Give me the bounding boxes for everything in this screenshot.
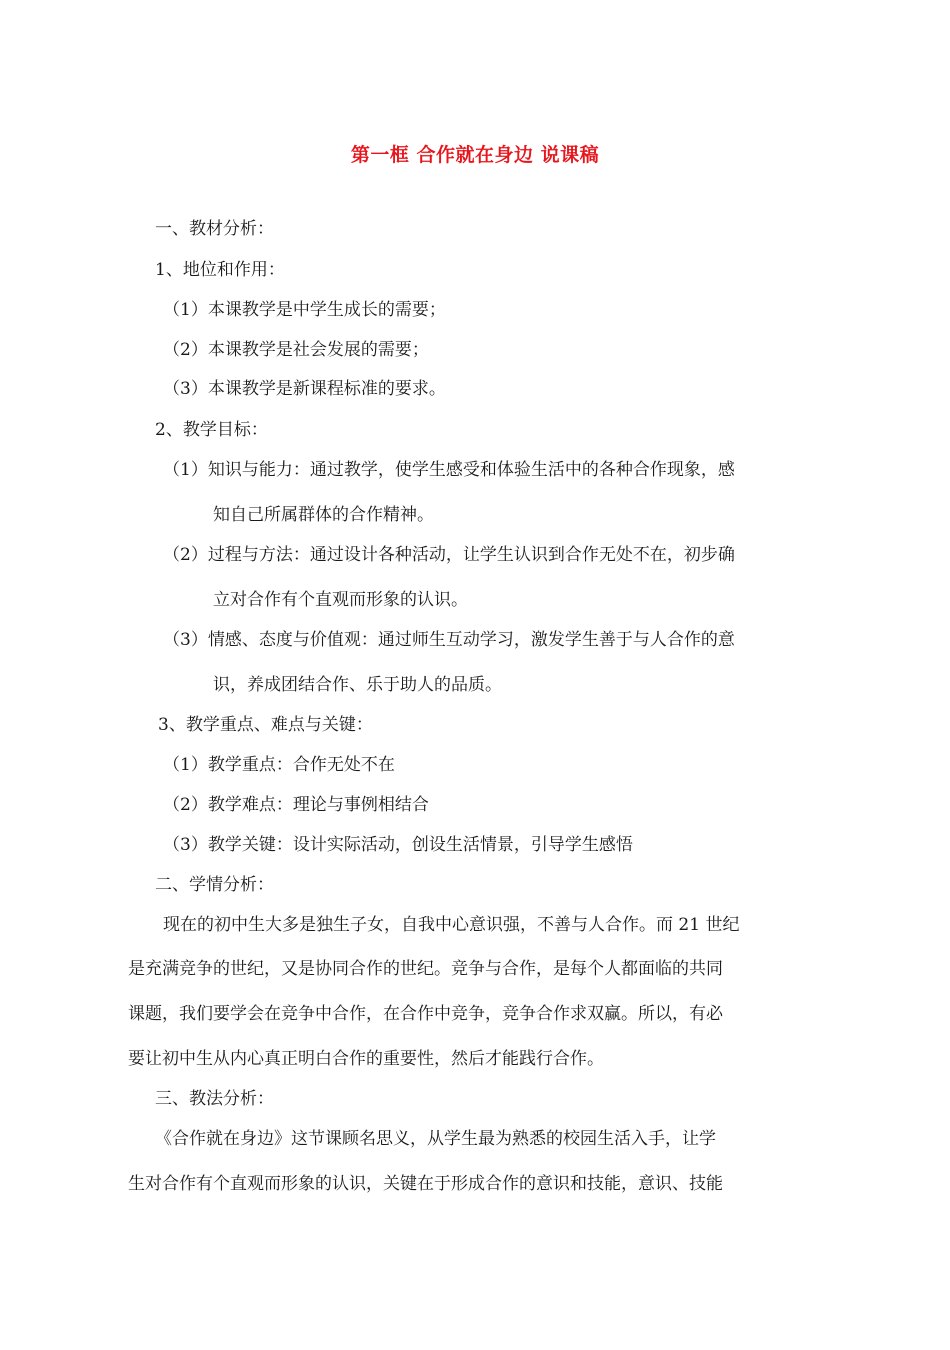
list-item-continuation: 立对合作有个直观而形象的认识。 [213,590,468,610]
section-heading-method-analysis: 三、教法分析： [155,1089,274,1109]
list-item: （1）知识与能力：通过教学，使学生感受和体验生活中的各种合作现象，感 [163,460,735,480]
list-item: （3）情感、态度与价值观：通过师生互动学习，激发学生善于与人合作的意 [163,630,735,650]
document-title: 第一框 合作就在身边 说课稿 [350,144,600,166]
list-item: （2）教学难点：理论与事例相结合 [163,795,429,815]
list-item: （3）本课教学是新课程标准的要求。 [163,379,446,399]
paragraph-line: 课题，我们要学会在竞争中合作，在合作中竞争，竞争合作求双赢。所以，有必 [128,1004,723,1024]
list-item: （1）本课教学是中学生成长的需要； [163,300,446,320]
list-item: （1）教学重点：合作无处不在 [163,755,395,775]
subheading-position-role: 1、地位和作用： [155,260,285,280]
list-item: （2）过程与方法：通过设计各种活动，让学生认识到合作无处不在，初步确 [163,545,735,565]
list-item-continuation: 识，养成团结合作、乐于助人的品质。 [213,675,502,695]
list-item-continuation: 知自己所属群体的合作精神。 [213,505,434,525]
section-heading-textbook-analysis: 一、教材分析： [155,219,274,239]
paragraph-line: 《合作就在身边》这节课顾名思义，从学生最为熟悉的校园生活入手，让学 [155,1129,716,1149]
paragraph-line: 要让初中生从内心真正明白合作的重要性，然后才能践行合作。 [128,1049,604,1069]
paragraph-line: 生对合作有个直观而形象的认识，关键在于形成合作的意识和技能，意识、技能 [128,1174,723,1194]
paragraph-line: 是充满竞争的世纪，又是协同合作的世纪。竞争与合作，是每个人都面临的共同 [128,959,723,979]
list-item: （3）教学关键：设计实际活动，创设生活情景，引导学生感悟 [163,835,633,855]
subheading-key-points: 3、教学重点、难点与关键： [158,715,373,735]
paragraph-line: 现在的初中生大多是独生子女，自我中心意识强，不善与人合作。而 21 世纪 [163,915,740,935]
subheading-teaching-goals: 2、教学目标： [155,420,268,440]
list-item: （2）本课教学是社会发展的需要； [163,340,429,360]
section-heading-student-analysis: 二、学情分析： [155,875,274,895]
